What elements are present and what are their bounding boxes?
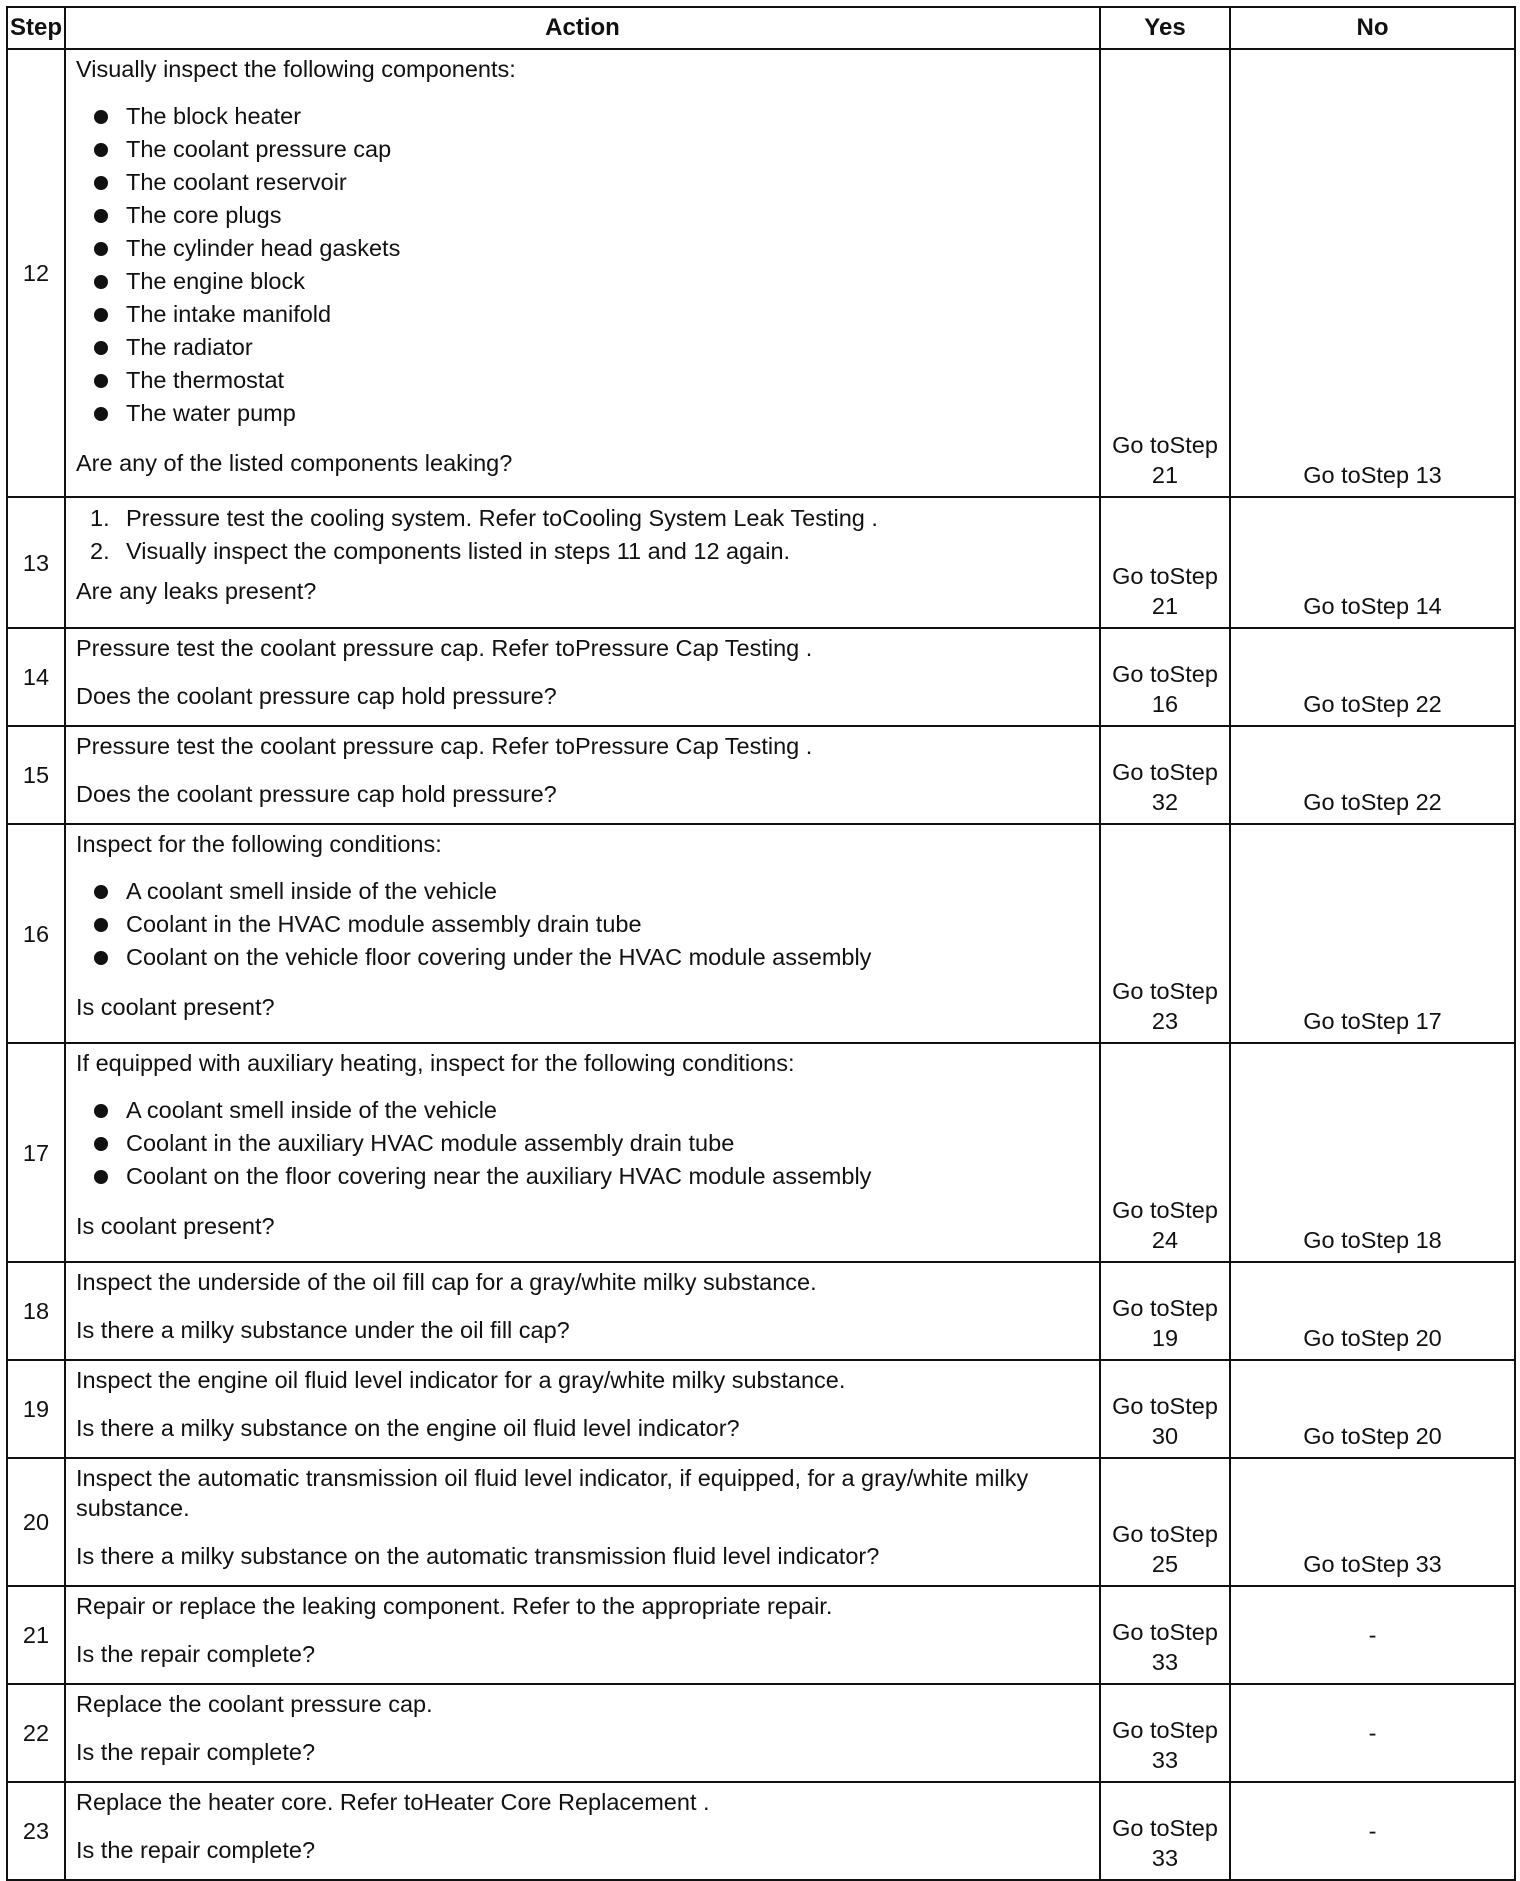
action-question: Are any of the listed components leaking?: [76, 450, 513, 476]
yes-goto-step: 19: [1151, 1325, 1179, 1351]
list-item: Coolant on the vehicle floor covering under the HVAC module assembly: [76, 941, 1093, 974]
yes-goto-label: Go toStep: [1112, 1815, 1218, 1841]
yes-goto-label: Go toStep: [1112, 978, 1218, 1004]
step-number: 22: [7, 1684, 65, 1782]
action-cell: [65, 1458, 1100, 1586]
yes-cell: [1100, 1043, 1230, 1262]
condition-list: [76, 875, 1093, 974]
step-number: 15: [7, 726, 65, 824]
step-number: 21: [7, 1586, 65, 1684]
action-question: Is there a milky substance under the oil fill cap?: [76, 1317, 570, 1343]
step-number: 18: [7, 1262, 65, 1360]
yes-goto-label: Go toStep: [1112, 1619, 1218, 1645]
condition-list: [76, 1094, 1093, 1193]
table-row: [7, 1262, 1515, 1360]
no-cell: Go toStep 33: [1230, 1458, 1515, 1586]
list-number: 1.: [90, 505, 110, 531]
action-intro: Pressure test the coolant pressure cap. Refer toPressure Cap Testing .: [76, 733, 813, 759]
yes-goto-label: Go toStep: [1112, 1717, 1218, 1743]
no-cell: Go toStep 20: [1230, 1360, 1515, 1458]
list-text: Visually inspect the components listed in steps 11 and 12 again.: [126, 538, 791, 564]
list-item: A coolant smell inside of the vehicle: [76, 875, 1093, 908]
action-cell: [65, 1360, 1100, 1458]
yes-cell: [1100, 1586, 1230, 1684]
action-question: Is the repair complete?: [76, 1837, 316, 1863]
list-item: [76, 502, 1093, 535]
list-item: The radiator: [76, 331, 1093, 364]
action-cell: [65, 824, 1100, 1043]
table-row: [7, 1782, 1515, 1880]
action-intro: If equipped with auxiliary heating, inspect for the following conditions:: [76, 1050, 795, 1076]
action-intro: Inspect the automatic transmission oil fluid level indicator, if equipped, for a gray/white milky substance.: [76, 1465, 1029, 1521]
diagnostic-document: [6, 6, 1514, 1872]
yes-cell: [1100, 1360, 1230, 1458]
list-item: The coolant pressure cap: [76, 133, 1093, 166]
yes-cell: [1100, 628, 1230, 726]
table-row: [7, 1458, 1515, 1586]
action-intro: Inspect the underside of the oil fill cap for a gray/white milky substance.: [76, 1269, 817, 1295]
step-number: 19: [7, 1360, 65, 1458]
yes-goto-step: 16: [1151, 691, 1179, 717]
yes-cell: [1100, 1458, 1230, 1586]
step-number: 20: [7, 1458, 65, 1586]
no-cell: -: [1230, 1586, 1515, 1684]
step-number: 16: [7, 824, 65, 1043]
yes-cell: [1100, 824, 1230, 1043]
list-item: Coolant in the HVAC module assembly drain tube: [76, 908, 1093, 941]
list-item: The water pump: [76, 397, 1093, 430]
table-row: [7, 1360, 1515, 1458]
no-cell: Go toStep 22: [1230, 628, 1515, 726]
no-cell: Go toStep 14: [1230, 497, 1515, 628]
action-cell: [65, 497, 1100, 628]
yes-goto-step: 24: [1151, 1227, 1179, 1253]
step-number: 14: [7, 628, 65, 726]
action-cell: [65, 726, 1100, 824]
action-cell: [65, 1262, 1100, 1360]
no-cell: Go toStep 22: [1230, 726, 1515, 824]
table-header-row: [7, 7, 1515, 49]
action-question: Is coolant present?: [76, 994, 275, 1020]
numbered-list: [76, 502, 1093, 568]
list-item: The block heater: [76, 100, 1093, 133]
action-intro: Inspect the engine oil fluid level indicator for a gray/white milky substance.: [76, 1367, 846, 1393]
yes-cell: [1100, 497, 1230, 628]
action-question: Is coolant present?: [76, 1213, 275, 1239]
table-row: [7, 1586, 1515, 1684]
yes-cell: [1100, 726, 1230, 824]
yes-goto-step: 25: [1151, 1551, 1179, 1577]
table-row: [7, 726, 1515, 824]
header-step: Step: [7, 7, 65, 49]
table-row: [7, 1684, 1515, 1782]
table-row: [7, 628, 1515, 726]
yes-cell: [1100, 1684, 1230, 1782]
list-text: Pressure test the cooling system. Refer toCooling System Leak Testing .: [126, 505, 878, 531]
step-number: 13: [7, 497, 65, 628]
yes-goto-label: Go toStep: [1112, 1295, 1218, 1321]
action-intro: Visually inspect the following components:: [76, 56, 516, 82]
yes-goto-label: Go toStep: [1112, 1393, 1218, 1419]
yes-goto-label: Go toStep: [1112, 1197, 1218, 1223]
table-row: [7, 824, 1515, 1043]
yes-goto-step: 30: [1151, 1423, 1179, 1449]
table-row: [7, 49, 1515, 497]
list-item: A coolant smell inside of the vehicle: [76, 1094, 1093, 1127]
action-question: Is there a milky substance on the automatic transmission fluid level indicator?: [76, 1543, 880, 1569]
list-item: The thermostat: [76, 364, 1093, 397]
list-item: The cylinder head gaskets: [76, 232, 1093, 265]
table-row: [7, 497, 1515, 628]
action-question: Does the coolant pressure cap hold pressure?: [76, 683, 557, 709]
list-item: [76, 535, 1093, 568]
yes-cell: [1100, 49, 1230, 497]
yes-goto-label: Go toStep: [1112, 432, 1218, 458]
action-intro: Replace the coolant pressure cap.: [76, 1691, 433, 1717]
action-question: Are any leaks present?: [76, 578, 317, 604]
list-item: The coolant reservoir: [76, 166, 1093, 199]
action-cell: [65, 1586, 1100, 1684]
no-cell: -: [1230, 1684, 1515, 1782]
action-question: Is the repair complete?: [76, 1641, 316, 1667]
action-question: Is there a milky substance on the engine oil fluid level indicator?: [76, 1415, 740, 1441]
yes-goto-step: 23: [1151, 1008, 1179, 1034]
step-number: 12: [7, 49, 65, 497]
action-cell: [65, 49, 1100, 497]
no-cell: Go toStep 18: [1230, 1043, 1515, 1262]
no-cell: Go toStep 20: [1230, 1262, 1515, 1360]
list-item: The core plugs: [76, 199, 1093, 232]
component-list: [76, 100, 1093, 430]
action-intro: Inspect for the following conditions:: [76, 831, 442, 857]
step-number: 17: [7, 1043, 65, 1262]
yes-goto-label: Go toStep: [1112, 759, 1218, 785]
list-item: Coolant in the auxiliary HVAC module assembly drain tube: [76, 1127, 1093, 1160]
no-cell: -: [1230, 1782, 1515, 1880]
action-cell: [65, 1043, 1100, 1262]
step-number: 23: [7, 1782, 65, 1880]
list-item: The intake manifold: [76, 298, 1093, 331]
action-cell: [65, 1684, 1100, 1782]
no-cell: Go toStep 13: [1230, 49, 1515, 497]
action-question: Is the repair complete?: [76, 1739, 316, 1765]
action-intro: Repair or replace the leaking component. Refer to the appropriate repair.: [76, 1593, 833, 1619]
header-no: No: [1230, 7, 1515, 49]
action-cell: [65, 628, 1100, 726]
yes-cell: [1100, 1782, 1230, 1880]
action-intro: Replace the heater core. Refer toHeater Core Replacement .: [76, 1789, 710, 1815]
yes-goto-step: 33: [1151, 1845, 1179, 1871]
yes-goto-step: 21: [1151, 593, 1179, 619]
no-cell: Go toStep 17: [1230, 824, 1515, 1043]
action-intro: Pressure test the coolant pressure cap. Refer toPressure Cap Testing .: [76, 635, 813, 661]
yes-goto-step: 32: [1151, 789, 1179, 815]
header-action: Action: [65, 7, 1100, 49]
list-number: 2.: [90, 538, 110, 564]
yes-goto-step: 21: [1151, 462, 1179, 488]
yes-cell: [1100, 1262, 1230, 1360]
yes-goto-label: Go toStep: [1112, 563, 1218, 589]
action-question: Does the coolant pressure cap hold pressure?: [76, 781, 557, 807]
list-item: Coolant on the floor covering near the auxiliary HVAC module assembly: [76, 1160, 1093, 1193]
list-item: The engine block: [76, 265, 1093, 298]
diagnostic-table: [6, 6, 1516, 1881]
action-cell: [65, 1782, 1100, 1880]
yes-goto-label: Go toStep: [1112, 1521, 1218, 1547]
yes-goto-label: Go toStep: [1112, 661, 1218, 687]
header-yes: Yes: [1100, 7, 1230, 49]
table-row: [7, 1043, 1515, 1262]
yes-goto-step: 33: [1151, 1747, 1179, 1773]
yes-goto-step: 33: [1151, 1649, 1179, 1675]
